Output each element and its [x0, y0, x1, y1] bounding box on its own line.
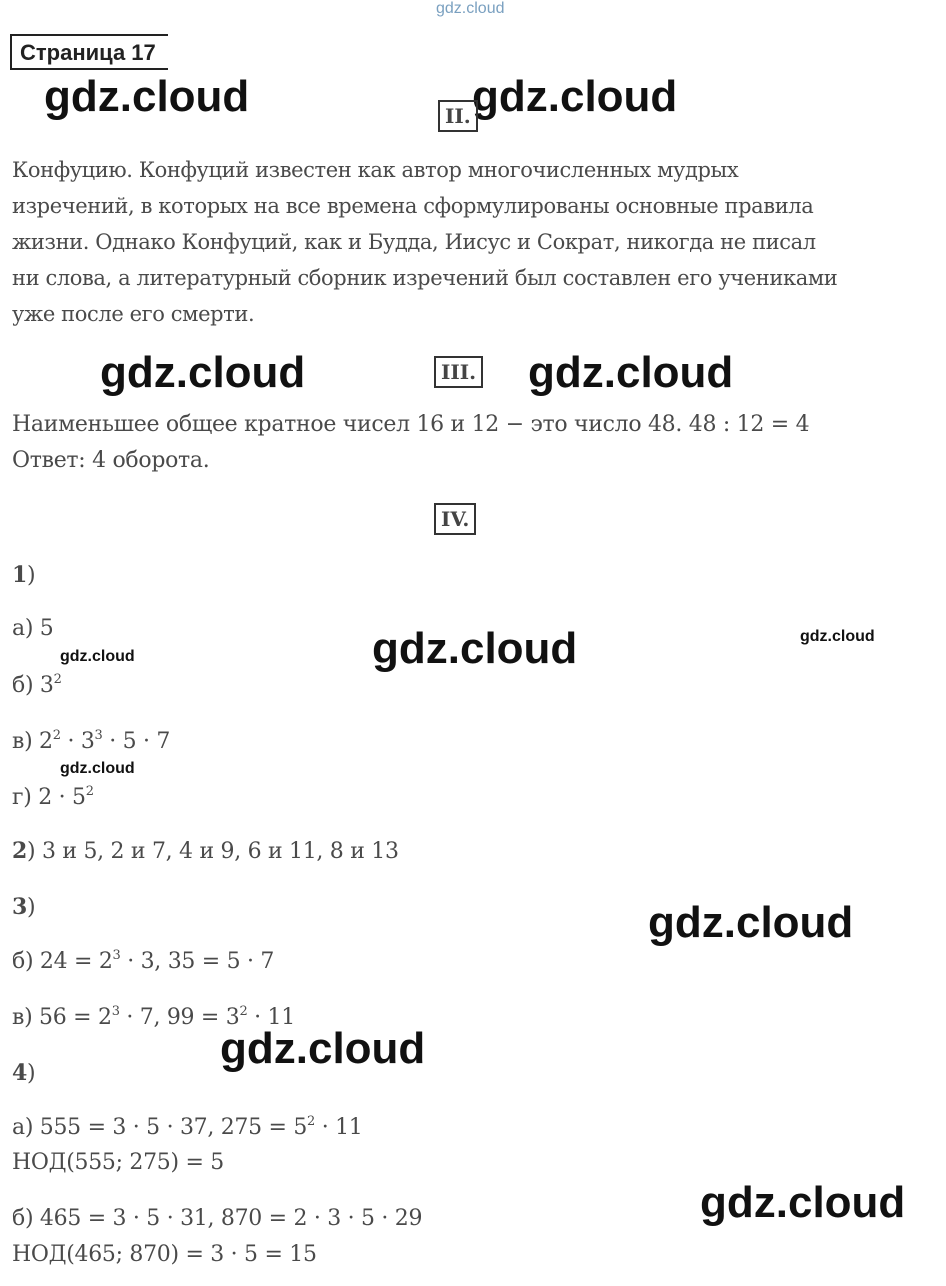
task-4a: а) 555 = 3 · 5 · 37, $275 = 5^2 \cdot 11$: [12, 1114, 363, 1140]
section-ii-paragraph: [12, 152, 937, 332]
task-3b: б) $24 = 2^3 \cdot 3$, 35 = 5 · 7: [12, 948, 275, 974]
watermark: gdz.cloud: [220, 1024, 426, 1073]
text-line: ни слова, а литературный сборник изречений был составлен его учениками: [12, 266, 838, 290]
task-4a-nod: НОД(555; 275) = 5: [12, 1150, 224, 1175]
section-iii-answer: Ответ: 4 оборота.: [12, 448, 210, 473]
task-4b-nod: НОД(465; 870) = 3 · 5 = 15: [12, 1242, 317, 1267]
page-label: Страница 17: [10, 34, 168, 70]
task-1-label: 1): [12, 562, 36, 588]
task-number: 1: [12, 562, 28, 588]
task-3-label: 3): [12, 894, 36, 920]
watermark: gdz.cloud: [528, 348, 734, 397]
task-3v: в) $56 = 2^3 \cdot 7$, $99 = 3^2 \cdot 11$: [12, 1004, 295, 1030]
watermark: gdz.cloud: [44, 72, 250, 121]
task-4-label: 4): [12, 1060, 36, 1086]
task-number: 3: [12, 894, 28, 920]
section-heading-iv: IV.: [434, 503, 476, 535]
task-1b: б) $3^2$: [12, 672, 62, 698]
watermark: gdz.cloud: [700, 1178, 906, 1227]
task-4b: б) 465 = 3 · 5 · 31, 870 = 2 · 3 · 5 · 29: [12, 1206, 423, 1231]
watermark: gdz.cloud: [60, 760, 135, 777]
watermark-top: gdz.cloud: [436, 0, 505, 17]
text-line: изречений, в которых на все времена сформулированы основные правила: [12, 194, 814, 218]
task-number: 4: [12, 1060, 28, 1086]
task-number: 2: [12, 838, 28, 864]
section-iii-line: Наименьшее общее кратное чисел 16 и 12 − это число 48. 48 : 12 = 4: [12, 412, 810, 437]
task-2: 2) 3 и 5, 2 и 7, 4 и 9, 6 и 11, 8 и 13: [12, 838, 399, 864]
task-1v: в) $2^2 \cdot 3^3 \cdot 5 \cdot 7$: [12, 728, 171, 754]
watermark: gdz.cloud: [372, 624, 578, 673]
text-line: Конфуцию. Конфуций известен как автор многочисленных мудрых: [12, 158, 739, 182]
watermark: gdz.cloud: [100, 348, 306, 397]
section-heading-ii: II.: [438, 100, 478, 132]
watermark: gdz.cloud: [472, 72, 678, 121]
text-line: жизни. Однако Конфуций, как и Будда, Иисус и Сократ, никогда не писал: [12, 230, 816, 254]
watermark: gdz.cloud: [648, 898, 854, 947]
watermark: gdz.cloud: [60, 648, 135, 665]
task-1a: а) 5: [12, 616, 54, 641]
watermark: gdz.cloud: [800, 628, 875, 645]
task-1g: г) $2 \cdot 5^2$: [12, 784, 94, 810]
section-heading-iii: III.: [434, 356, 483, 388]
text-line: уже после его смерти.: [12, 302, 255, 326]
